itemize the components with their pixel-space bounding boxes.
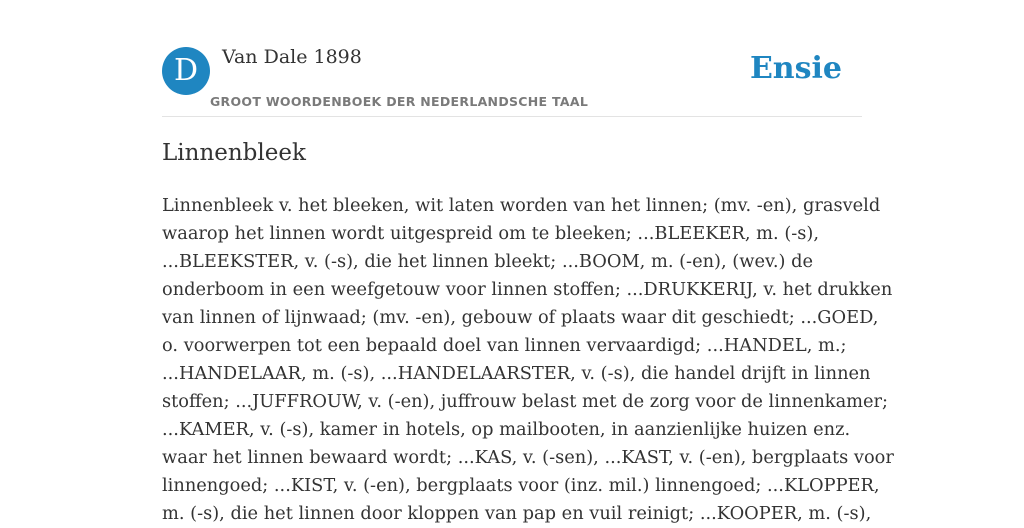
definition-line: van linnen of lijnwaad; (mv. -en), gebouw of plaats waar dit geschiedt; ...GOED, <box>162 307 879 328</box>
definition-line: m. (-s), die het linnen door kloppen van pap en vuil reinigt; ...KOOPER, m. (-s), <box>162 503 872 524</box>
source-subtitle: GROOT WOORDENBOEK DER NEDERLANDSCHE TAAL <box>210 94 589 109</box>
definition-line: waar het linnen bewaard wordt; ...KAS, v. (-sen), ...KAST, v. (-en), bergplaats voor <box>162 447 894 468</box>
definition-line: ...KAMER, v. (-s), kamer in hotels, op mailbooten, in aanzienlijke huizen enz. <box>162 419 851 440</box>
definition-line: waarop het linnen wordt uitgespreid om te bleeken; ...BLEEKER, m. (-s), <box>162 223 820 244</box>
definition-line: stoffen; ...JUFFROUW, v. (-en), juffrouw belast met de zorg voor de linnenkamer; <box>162 391 889 412</box>
definition-line: Linnenbleek v. het bleeken, wit laten worden van het linnen; (mv. -en), grasveld <box>162 195 881 216</box>
entry-definition <box>162 192 894 528</box>
ensie-logo[interactable]: Ensie <box>749 51 842 86</box>
source-title[interactable]: Van Dale 1898 <box>222 46 362 68</box>
source-header <box>162 0 862 117</box>
source-avatar[interactable]: D <box>162 47 210 95</box>
definition-line: ...HANDELAAR, m. (-s), ...HANDELAARSTER, v. (-s), die handel drijft in linnen <box>162 363 871 384</box>
entry-title: Linnenbleek <box>162 140 306 166</box>
definition-line: o. voorwerpen tot een bepaald doel van linnen vervaardigd; ...HANDEL, m.; <box>162 335 847 356</box>
definition-line: linnengoed; ...KIST, v. (-en), bergplaats voor (inz. mil.) linnengoed; ...KLOPPER, <box>162 475 880 496</box>
definition-line: onderboom in een weefgetouw voor linnen stoffen; ...DRUKKERIJ, v. het drukken <box>162 279 893 300</box>
definition-line: ...BLEEKSTER, v. (-s), die het linnen bleekt; ...BOOM, m. (-en), (wev.) de <box>162 251 814 272</box>
